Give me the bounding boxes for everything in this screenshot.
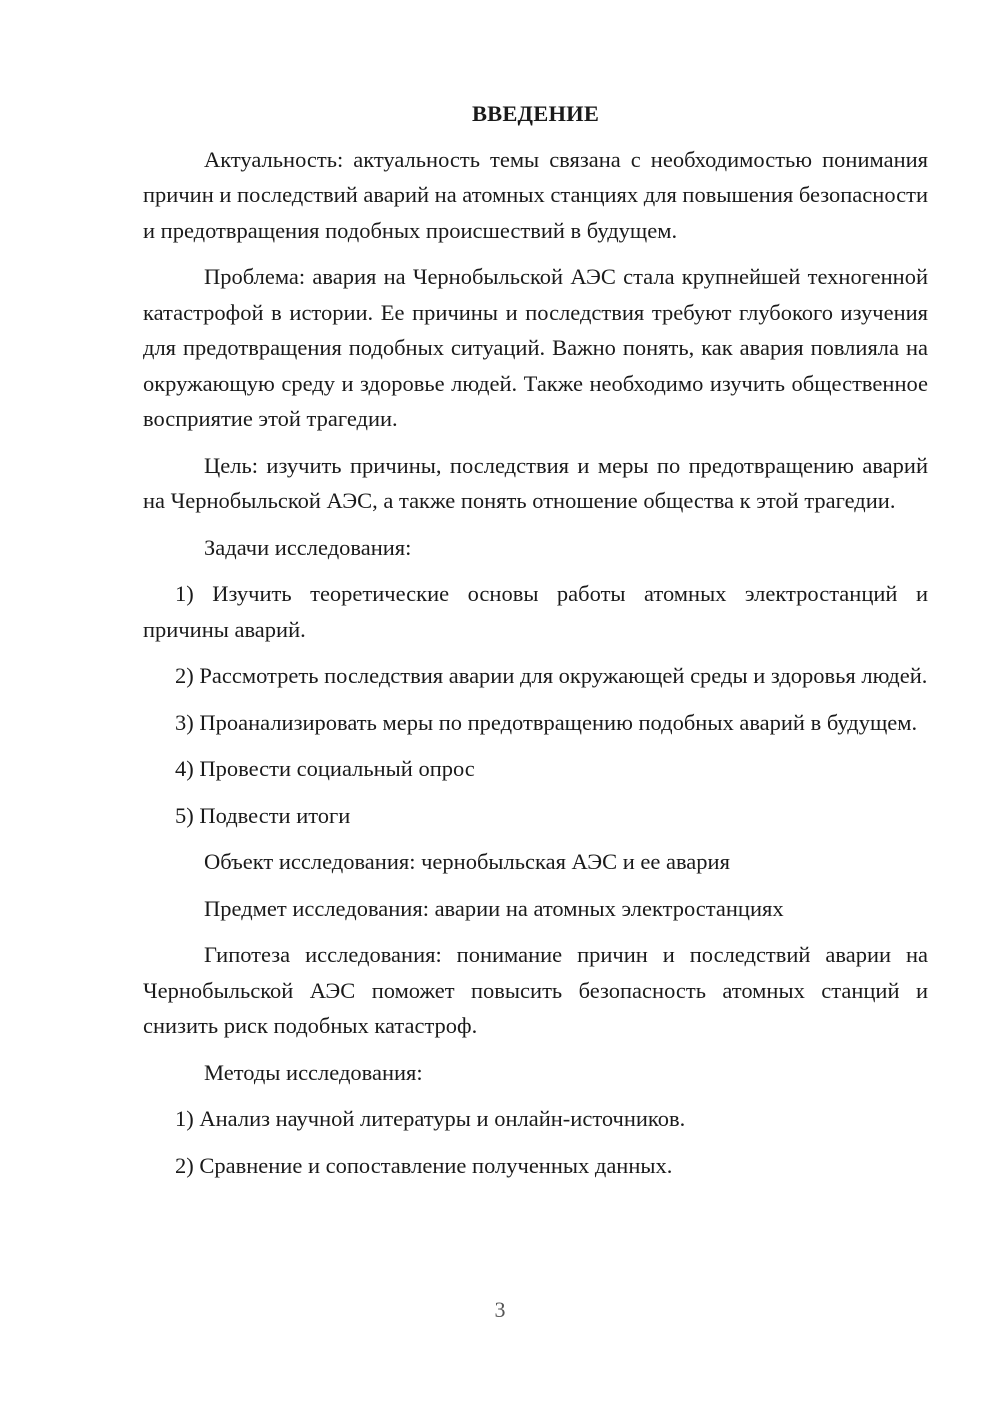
paragraph-goal: Цель: изучить причины, последствия и меры по предотвращению аварий на Чернобыльской АЭС, а также понять отношение общества к этой трагедии. <box>143 452 928 513</box>
task-item-5: 5) Подвести итоги <box>175 802 351 828</box>
tasks-title: Задачи исследования: <box>204 534 412 560</box>
paragraph-problem: Проблема: авария на Чернобыльской АЭС стала крупнейшей техногенной катастрофой в истории. Ее причины и последствия требуют глубокого изучения для предотвращения подобных ситуаций. Важно понять, как авария повлияла на окружающую среду и здоровье людей. Также необходимо изучить общественное восприятие этой трагедии. <box>143 264 928 431</box>
paragraph-object: Объект исследования: чернобыльская АЭС и ее авария <box>204 849 730 874</box>
page-number: 3 <box>494 1297 506 1322</box>
method-item-1: 1) Анализ научной литературы и онлайн-источников. <box>175 1106 686 1131</box>
paragraph-subject: Предмет исследования: аварии на атомных электростанциях <box>204 895 784 921</box>
task-item-3: 3) Проанализировать меры по предотвращению подобных аварий в будущем. <box>175 709 918 735</box>
paragraph-hypothesis: Гипотеза исследования: понимание причин и последствий аварии на Чернобыльской АЭС поможет повысить безопасность атомных станций и снизить риск подобных катастроф. <box>143 942 928 1038</box>
page-content <box>143 96 928 1194</box>
task-item-4: 4) Провести социальный опрос <box>175 756 475 781</box>
task-item-1: 1) Изучить теоретические основы работы атомных электростанций и причины аварий. <box>143 581 928 642</box>
methods-title: Методы исследования: <box>204 1059 423 1085</box>
paragraph-relevance: Актуальность: актуальность темы связана с необходимостью понимания причин и последствий аварий на атомных станциях для повышения безопасности и предотвращения подобных происшествий в будущем. <box>143 146 928 243</box>
method-item-2: 2) Сравнение и сопоставление полученных данных. <box>175 1152 673 1178</box>
section-heading: ВВЕДЕНИЕ <box>471 101 600 126</box>
task-item-2: 2) Рассмотреть последствия аварии для окружающей среды и здоровья людей. <box>175 663 928 688</box>
